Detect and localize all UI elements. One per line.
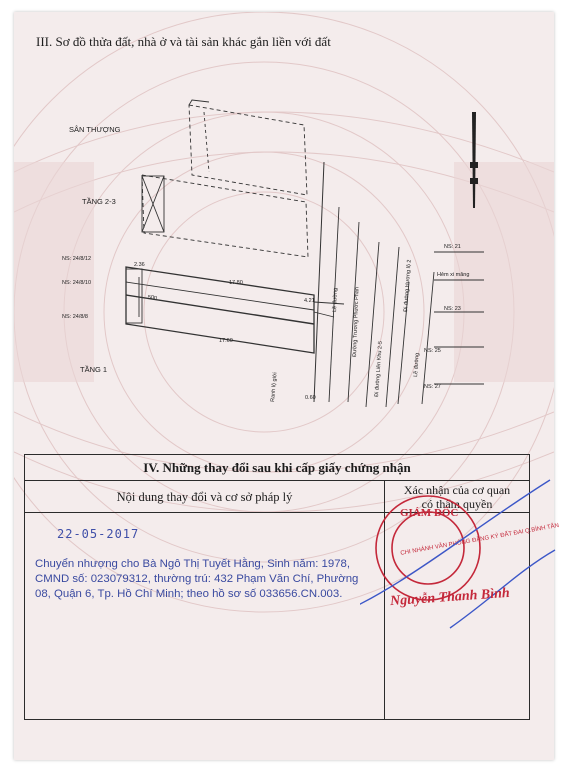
changes-content-column [25, 481, 385, 719]
dimension-label: 17.80 [229, 280, 243, 286]
authority-header-line: Xác nhận của cơ quan [403, 483, 511, 497]
road-label: Lề đường [413, 352, 421, 378]
lot-label: 50n [148, 295, 158, 301]
north-arrow-icon [470, 112, 478, 208]
road-label: Đi đường Liên Khu 2-5 [374, 340, 384, 398]
floor-plan [14, 12, 554, 472]
neighbor-label: Hẻm xi măng [437, 272, 470, 278]
house-label: NS: 24/8/10 [62, 280, 92, 286]
entry-date: 22-05-2017 [57, 527, 140, 541]
changes-title: IV. Những thay đổi sau khi cấp giấy chứng nhận [25, 455, 529, 481]
stamp-title: GIÁM ĐỐC [400, 507, 459, 519]
house-label: NS: 24/8/12 [62, 256, 92, 262]
house-label: NS: 24/8/8 [62, 314, 88, 320]
floor-label-1: TẦNG 1 [80, 365, 108, 374]
official-seal [360, 470, 560, 640]
content-column-header: Nội dung thay đổi và cơ sở pháp lý [25, 481, 384, 513]
signer-name: Nguyễn Thanh Bình [389, 585, 511, 610]
dimension-label: 17.60 [219, 338, 233, 344]
neighbor-label: NS: 27 [424, 384, 441, 390]
neighbor-label: NS: 25 [424, 348, 441, 354]
seal-text: CHI NHÁNH VĂN PHÒNG ĐĂNG KÝ ĐẤT ĐAI Q.BÌNH TÂN [400, 522, 560, 557]
dimension-label: 0.60 [305, 395, 316, 401]
road-label: Đường Trương Phước Phan [352, 287, 361, 358]
dimension-label: 4.21 [304, 298, 315, 304]
road-label: Đi đường Hương lộ 2 [403, 259, 413, 313]
dimension-label: 2.36 [134, 262, 145, 268]
road-label: Lề đường [332, 287, 339, 313]
road-label: Ranh lộ giới [270, 372, 279, 403]
section-title: III. Sơ đồ thửa đất, nhà ở và tài sản khác gắn liền với đất [36, 34, 331, 49]
neighbor-label: NS: 21 [444, 244, 461, 250]
floor-label-2-3: TẦNG 2-3 [82, 197, 116, 206]
neighbor-label: NS: 23 [444, 306, 461, 312]
entry-text: Chuyển nhượng cho Bà Ngô Thị Tuyết Hằng, Sinh năm: 1978, CMND số: 023079312, thường trú: 432 Phạm Văn Chí, Phường 08, Quận 6, Tp. Hồ Chí Minh; theo hồ sơ số 033656.CN.003. [35, 558, 359, 600]
floor-label-rooftop: SÂN THƯỢNG [69, 125, 121, 134]
authority-header-line: có thẩm quyền [421, 497, 493, 511]
